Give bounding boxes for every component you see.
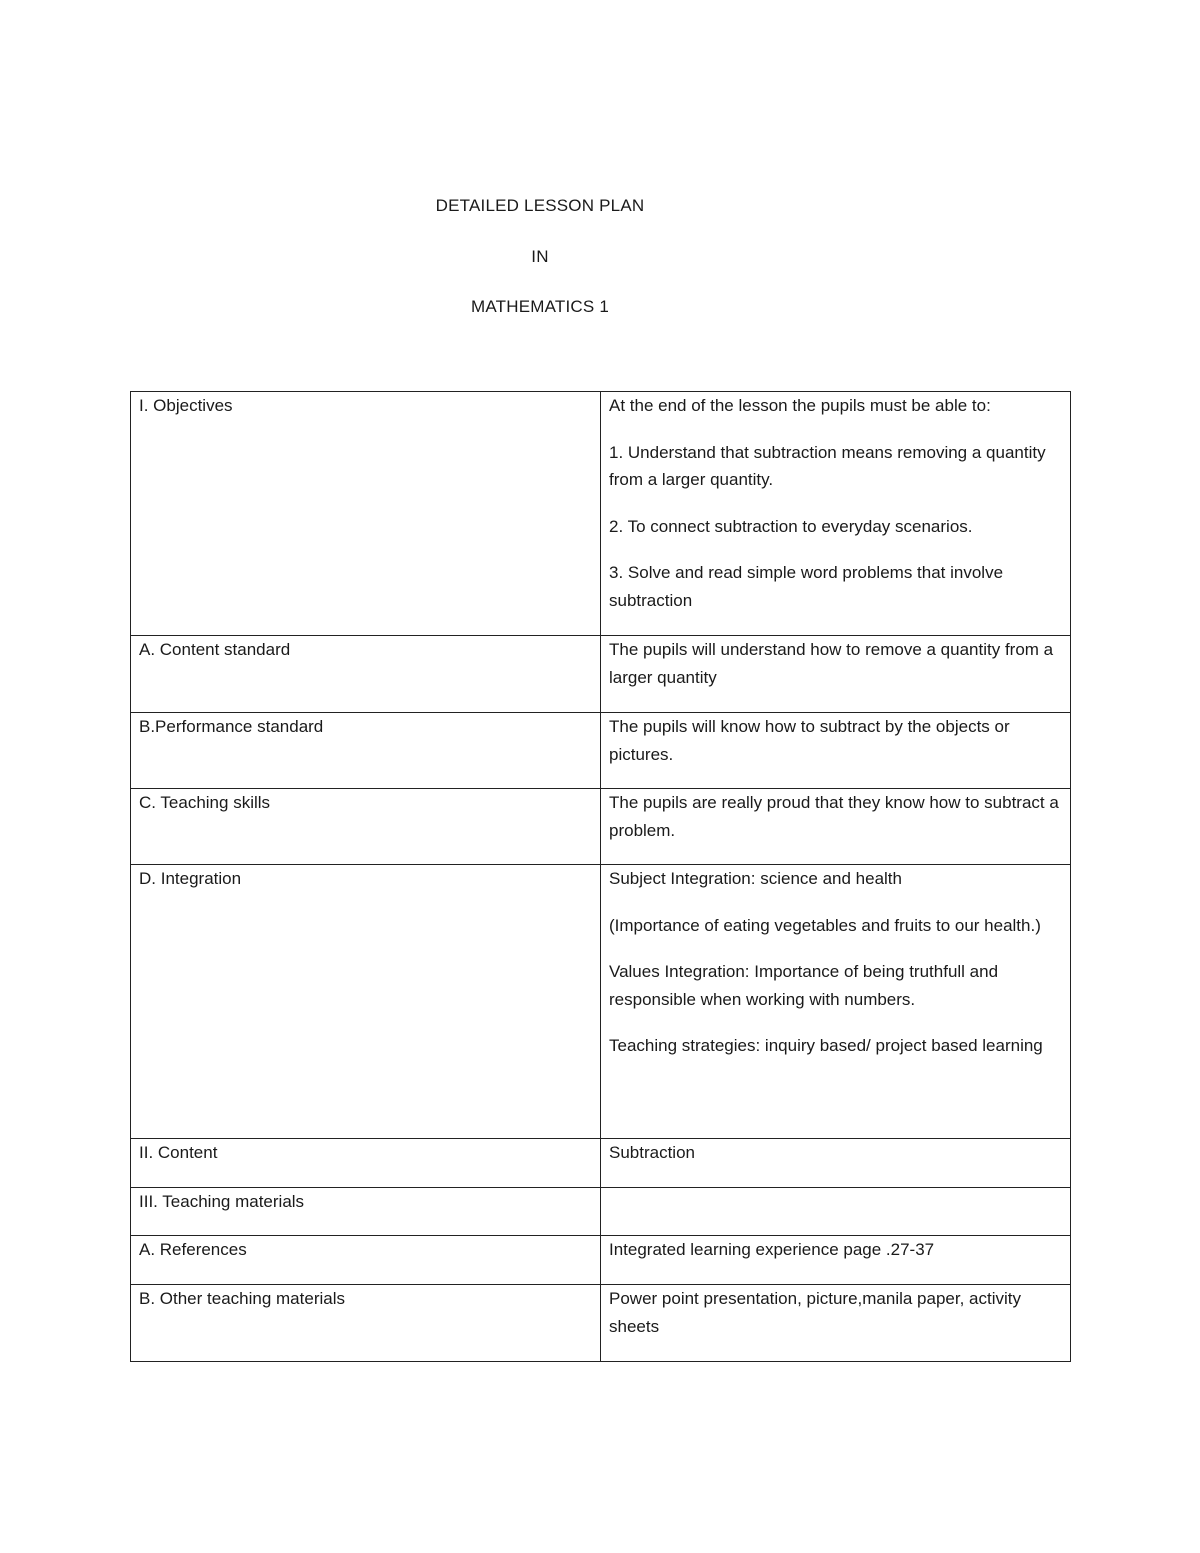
row-content <box>601 865 1071 1139</box>
table-row <box>131 636 1071 713</box>
row-content <box>601 1285 1071 1362</box>
table-row <box>131 392 1071 636</box>
content-paragraph: The pupils are really proud that they know how to subtract a problem. <box>609 793 1059 840</box>
content-paragraph: Subtraction <box>609 1143 695 1162</box>
row-label: D. Integration <box>131 865 601 1139</box>
content-paragraph: Subject Integration: science and health <box>609 869 902 888</box>
row-label: A. Content standard <box>131 636 601 713</box>
row-content <box>601 1188 1071 1236</box>
table-row <box>131 1188 1071 1236</box>
content-paragraph: 2. To connect subtraction to everyday scenarios. <box>609 516 973 536</box>
table-row <box>131 865 1071 1139</box>
row-content <box>601 713 1071 789</box>
row-content <box>601 1139 1071 1188</box>
content-paragraph: The pupils will know how to subtract by the objects or pictures. <box>609 717 1010 764</box>
row-content <box>601 392 1071 636</box>
lesson-plan-table <box>130 391 1071 1362</box>
content-paragraph: 3. Solve and read simple word problems that involve subtraction <box>609 563 1004 610</box>
table-row <box>131 1285 1071 1362</box>
document-title: DETAILED LESSON PLAN <box>435 196 645 215</box>
content-paragraph: Integrated learning experience page .27-37 <box>609 1240 935 1259</box>
row-label: B. Other teaching materials <box>131 1285 601 1362</box>
row-content <box>601 1236 1071 1285</box>
table-row <box>131 713 1071 789</box>
content-paragraph: Teaching strategies: inquiry based/ project based learning <box>609 1036 1043 1055</box>
content-paragraph: Values Integration: Importance of being truthfull and responsible when working with numbers. <box>609 962 999 1009</box>
row-content <box>601 789 1071 865</box>
table-row <box>131 1139 1071 1188</box>
row-label: B.Performance standard <box>131 713 601 789</box>
row-label: III. Teaching materials <box>131 1188 601 1236</box>
content-paragraph: 1. Understand that subtraction means removing a quantity from a larger quantity. <box>609 442 1046 489</box>
row-label: I. Objectives <box>131 392 601 636</box>
content-paragraph: At the end of the lesson the pupils must be able to: <box>609 396 991 415</box>
document-title-connector: IN <box>531 247 549 266</box>
document-subject: MATHEMATICS 1 <box>471 297 609 316</box>
content-paragraph: Power point presentation, picture,manila paper, activity sheets <box>609 1289 1022 1336</box>
content-paragraph: (Importance of eating vegetables and fruits to our health.) <box>609 915 1041 935</box>
row-label: II. Content <box>131 1139 601 1188</box>
row-label: A. References <box>131 1236 601 1285</box>
row-label: C. Teaching skills <box>131 789 601 865</box>
row-content <box>601 636 1071 713</box>
table-row <box>131 789 1071 865</box>
table-row <box>131 1236 1071 1285</box>
content-paragraph: The pupils will understand how to remove a quantity from a larger quantity <box>609 640 1054 687</box>
